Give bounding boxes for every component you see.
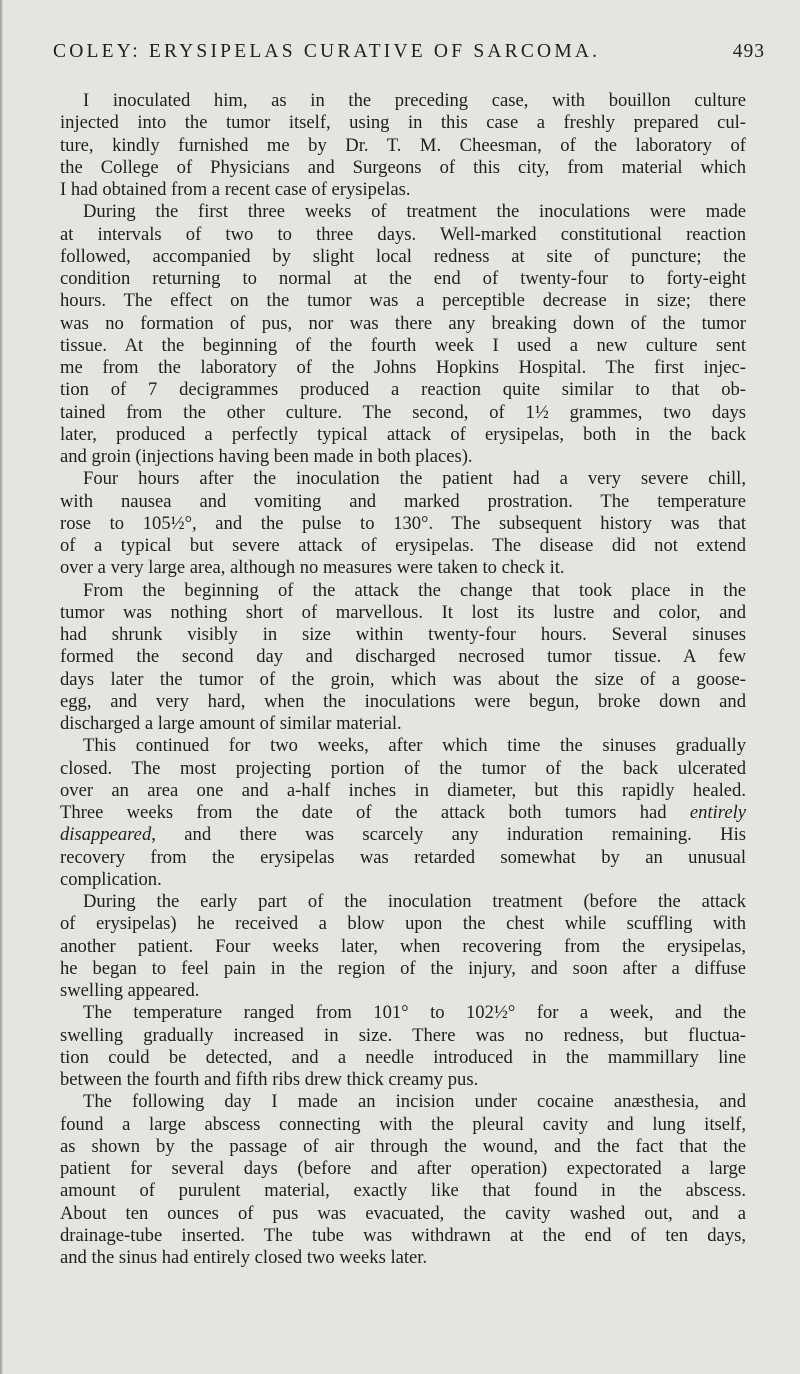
text-line: as shown by the passage of air through the wound, and the fact that the [60, 1135, 746, 1157]
text-line: another patient. Four weeks later, when recovering from the erysipelas, [60, 935, 746, 957]
text-line: formed the second day and discharged necrosed tumor tissue. A few [60, 646, 746, 668]
page-left-edge [0, 0, 3, 1374]
text-line: From the beginning of the attack the change that took place in the [83, 579, 746, 601]
body-text [60, 90, 746, 1269]
text-segment: , and there was scarcely any induration remaining. His [151, 824, 746, 846]
text-line: tion of 7 decigrammes produced a reaction quite similar to that ob- [60, 379, 746, 401]
text-line: between the fourth and fifth ribs drew thick creamy pus. [60, 1069, 479, 1090]
text-line: egg, and very hard, when the inoculations were begun, broke down and [60, 690, 746, 712]
text-line: complication. [60, 868, 162, 890]
text-line: had shrunk visibly in size within twenty-four hours. Several sinuses [60, 624, 746, 645]
text-line: tained from the other culture. The second, of 1½ grammes, two days [60, 401, 746, 423]
text-line: The following day I made an incision under cocaine anæsthesia, and [83, 1091, 746, 1113]
page-number: 493 [732, 41, 765, 62]
text-line [60, 824, 746, 846]
text-line: hours. The effect on the tumor was a perceptible decrease in size; there [60, 290, 746, 312]
emphasis: entirely [689, 802, 746, 823]
text-line: tion could be detected, and a needle introduced in the mammillary line [60, 1046, 746, 1068]
text-line: over an area one and a-half inches in diameter, but this rapidly healed. [60, 779, 746, 801]
text-line: recovery from the erysipelas was retarded somewhat by an unusual [60, 846, 746, 868]
text-line: During the early part of the inoculation treatment (before the attack [83, 891, 746, 912]
text-line: followed, accompanied by slight local redness at site of puncture; the [60, 245, 746, 267]
text-line: me from the laboratory of the Johns Hopkins Hospital. The first injec- [60, 357, 746, 378]
text-line: injected into the tumor itself, using in this case a freshly prepared cul- [60, 112, 746, 134]
text-line: ture, kindly furnished me by Dr. T. M. Cheesman, of the laboratory of [60, 134, 746, 156]
text-line: discharged a large amount of similar material. [60, 713, 402, 734]
text-line: found a large abscess connecting with the pleural cavity and lung itself, [60, 1113, 746, 1135]
text-line: later, produced a perfectly typical attack of erysipelas, both in the back [60, 423, 746, 445]
text-line: closed. The most projecting portion of the tumor of the back ulcerated [60, 757, 746, 779]
text-line: was no formation of pus, nor was there any breaking down of the tumor [60, 312, 746, 334]
text-line: About ten ounces of pus was evacuated, the cavity washed out, and a [60, 1202, 746, 1224]
text-line: condition returning to normal at the end of twenty-four to forty-eight [60, 268, 746, 289]
text-line [60, 802, 746, 824]
text-line: I had obtained from a recent case of erysipelas. [60, 179, 411, 200]
text-line: During the first three weeks of treatment the inoculations were made [83, 201, 746, 223]
text-line: he began to feel pain in the region of the injury, and soon after a diffuse [60, 957, 746, 979]
text-line: over a very large area, although no measures were taken to check it. [60, 557, 565, 579]
text-line: The temperature ranged from 101° to 102½° for a week, and the [83, 1002, 746, 1024]
text-segment: Three weeks from the date of the attack both tumors had [60, 802, 690, 823]
text-line: and groin (injections having been made in both places). [60, 446, 473, 467]
text-line: of erysipelas) he received a blow upon the chest while scuffling with [60, 913, 746, 935]
text-line: with nausea and vomiting and marked prostration. The temperature [60, 490, 746, 512]
text-line: days later the tumor of the groin, which was about the size of a goose- [60, 668, 746, 690]
text-line: and the sinus had entirely closed two weeks later. [60, 1247, 428, 1268]
text-line: I inoculated him, as in the preceding case, with bouillon culture [83, 90, 746, 111]
text-line: Four hours after the inoculation the patient had a very severe chill, [83, 468, 746, 490]
text-line: of a typical but severe attack of erysipelas. The disease did not extend [60, 535, 746, 556]
text-line: tumor was nothing short of marvellous. It lost its lustre and color, and [60, 601, 746, 623]
running-title: COLEY: ERYSIPELAS CURATIVE OF SARCOMA. [53, 41, 601, 62]
text-line: This continued for two weeks, after which time the sinuses gradually [83, 735, 746, 757]
text-line: tissue. At the beginning of the fourth week I used a new culture sent [60, 334, 746, 356]
running-header [0, 41, 800, 71]
text-line: the College of Physicians and Surgeons of this city, from material which [60, 156, 746, 178]
text-line: amount of purulent material, exactly like that found in the abscess. [60, 1180, 746, 1202]
text-line: swelling appeared. [60, 980, 200, 1001]
emphasis: disappeared [60, 824, 152, 846]
text-line: patient for several days (before and after operation) expectorated a large [60, 1158, 746, 1179]
text-line: swelling gradually increased in size. There was no redness, but fluctua- [60, 1024, 746, 1046]
text-line: rose to 105½°, and the pulse to 130°. The subsequent history was that [60, 512, 746, 534]
text-line: drainage-tube inserted. The tube was withdrawn at the end of ten days, [60, 1224, 746, 1246]
text-line: at intervals of two to three days. Well-marked constitutional reaction [60, 223, 746, 245]
